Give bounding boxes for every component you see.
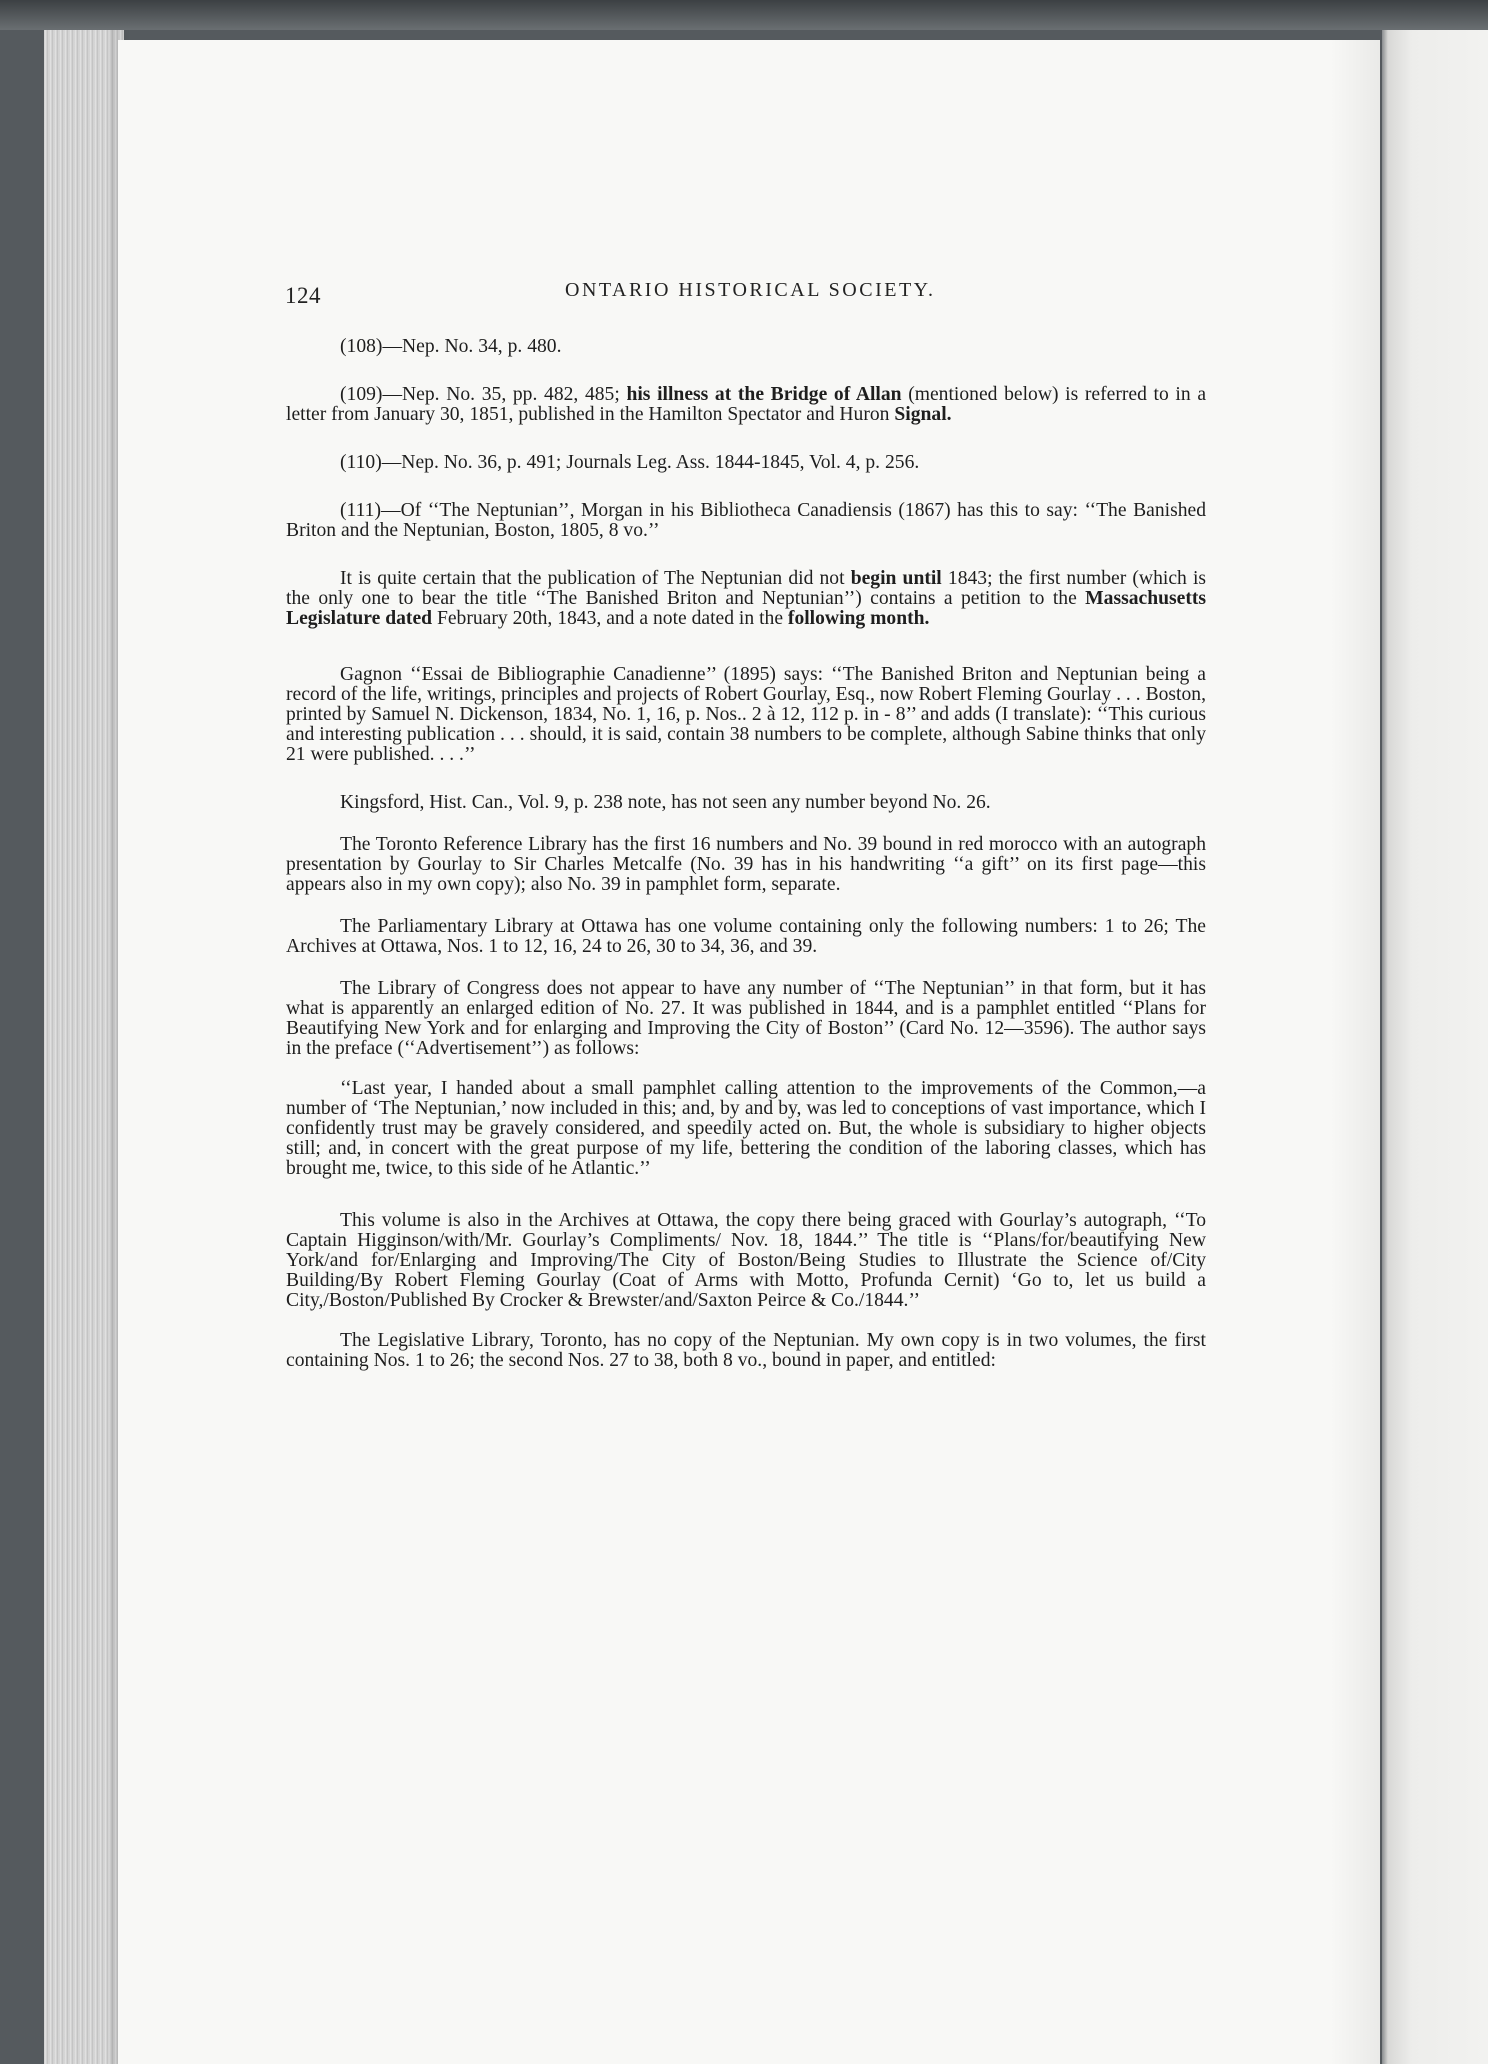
- text-run: The Parliamentary Library at Ottawa has one volume containing only the following numbers: 1 to 26; The Archives at Ottawa, Nos. 1 to 12, 16, 24 to 26, 30 to 34, 36, and 39.: [286, 916, 1206, 957]
- text-run: February 20th, 1843, and a note dated in the: [432, 608, 788, 629]
- running-head: ONTARIO HISTORICAL SOCIETY.: [565, 279, 936, 301]
- text-run: The Legislative Library, Toronto, has no copy of the Neptunian. My own copy is in two volumes, the first containing Nos. 1 to 26; the second Nos. 27 to 38, both 8 vo., bound in paper, and entitled:: [286, 1330, 1206, 1371]
- paragraph: [286, 337, 1206, 357]
- text-run: This volume is also in the Archives at Ottawa, the copy there being graced with Gourlay’s autograph, ‘‘To Captain Higginson/with/Mr. Gourlay’s Compliments/ Nov. 18, 1844.’’ The title is ‘‘Plans/for/beautifying New York/and for/Enlarging and Improving/The City of Boston/Being Studies to Illustrate the Science of/City Building/By Robert Fleming Gourlay (Coat of Arms with Motto, Profunda Cernit) ‘Go to, let us build a City,/Boston/Published By Crocker & Brewster/and/Saxton Peirce & Co./1844.’’: [286, 1210, 1206, 1311]
- text-run: Kingsford, Hist. Can., Vol. 9, p. 238 note, has not seen any number beyond No. 26.: [340, 792, 991, 813]
- paragraph: [286, 979, 1206, 1059]
- paragraph: [286, 453, 1206, 473]
- paragraph: [286, 665, 1206, 765]
- block-quote-paragraph: [286, 1079, 1206, 1179]
- text-run: (mentioned below) is referred to in a letter from January 30, 1851, published in the Hamilton Spectator and Huron: [286, 384, 1207, 425]
- facing-page-edge: [1382, 30, 1488, 2064]
- paragraph: [286, 1211, 1206, 1311]
- paragraph: [286, 501, 1206, 541]
- text-run: ‘‘Last year, I handed about a small pamphlet calling attention to the improvements of the Common,—a number of ‘The Neptunian,’ now included in this; and, by and by, was led to conceptions of vast importance, which I confidently trust may be gravely considered, and speedily acted on. But, the whole is subsidiary to higher objects still; and, in concert with the great purpose of my life, bettering the condition of the laboring classes, which has brought me, twice, to this side of he Atlantic.’’: [286, 1078, 1206, 1179]
- page-number: 124: [285, 283, 321, 308]
- text-run: (110)—Nep. No. 36, p. 491; Journals Leg. Ass. 1844-1845, Vol. 4, p. 256.: [340, 452, 920, 473]
- bold-text-run: begin until: [850, 568, 942, 589]
- bold-text-run: his illness at the Bridge of Allan: [626, 384, 902, 405]
- paragraph: [286, 793, 1206, 813]
- bold-text-run: Massachusetts Legislature dated: [286, 588, 1206, 629]
- paragraph: [286, 385, 1206, 425]
- text-run: (108)—Nep. No. 34, p. 480.: [340, 336, 562, 357]
- scanner-top-edge: [0, 0, 1488, 30]
- page-gutter-shadow: [1330, 40, 1380, 2064]
- text-run: It is quite certain that the publication of The Neptunian did not: [340, 568, 851, 589]
- body-text: [286, 337, 1206, 1371]
- text-run: Gagnon ‘‘Essai de Bibliographie Canadienne’’ (1895) says: ‘‘The Banished Briton and Neptunian being a record of the life, writings, principles and projects of Robert Gourlay, Esq., now Robert Fleming Gourlay . . . Boston, printed by Samuel N. Dickenson, 1834, No. 1, 16, p. Nos.. 2 à 12, 112 p. in - 8’’ and adds (I translate): ‘‘This curious and interesting publication . . . should, it is said, contain 38 numbers to be complete, although Sabine thinks that only 21 were published. . . .’’: [286, 664, 1206, 765]
- bold-text-run: following month.: [787, 608, 930, 629]
- paragraph: [286, 569, 1206, 629]
- paragraph: [286, 835, 1206, 895]
- text-run: The Toronto Reference Library has the first 16 numbers and No. 39 bound in red morocco with an autograph presentation by Gourlay to Sir Charles Metcalfe (No. 39 has in his handwriting ‘‘a gift’’ on its first page—this appears also in my own copy); also No. 39 in pamphlet form, separate.: [286, 834, 1206, 895]
- text-run: (111)—Of ‘‘The Neptunian’’, Morgan in his Bibliotheca Canadiensis (1867) has this to say: ‘‘The Banished Briton and the Neptunian, Boston, 1805, 8 vo.’’: [286, 500, 1206, 541]
- paragraph: [286, 917, 1206, 957]
- text-run: 1843; the first number (which is the only one to bear the title ‘‘The Banished Briton and Neptunian’’) contains a petition to the: [286, 568, 1207, 609]
- paragraph: [286, 1331, 1206, 1371]
- text-run: The Library of Congress does not appear to have any number of ‘‘The Neptunian’’ in that form, but it has what is apparently an enlarged edition of No. 27. It was published in 1844, and is a pamphlet entitled ‘‘Plans for Beautifying New York and for enlarging and Improving the City of Boston’’ (Card No. 12—3596). The author says in the preface (‘‘Advertisement’’) as follows:: [286, 978, 1206, 1059]
- text-run: (109)—Nep. No. 35, pp. 482, 485;: [340, 384, 627, 405]
- bold-text-run: Signal.: [894, 404, 952, 425]
